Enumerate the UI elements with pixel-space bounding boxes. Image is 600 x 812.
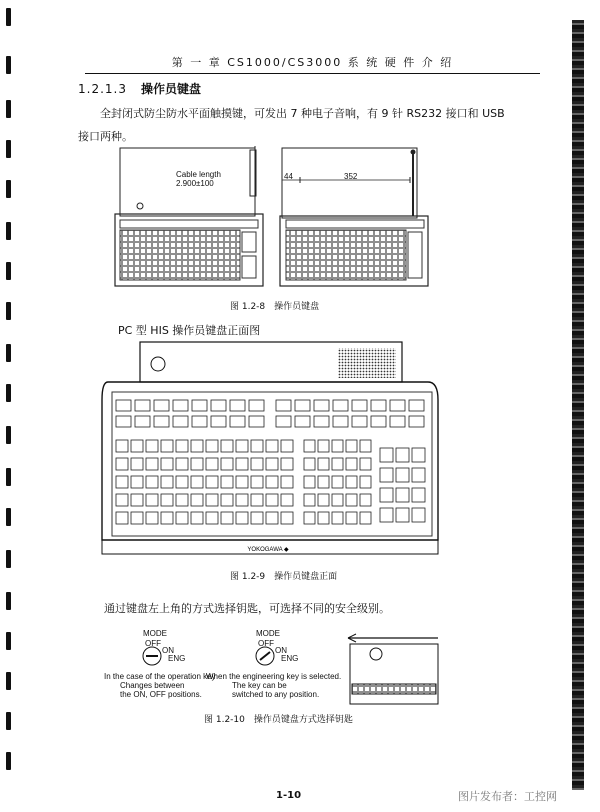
scan-edge xyxy=(554,0,600,812)
key xyxy=(333,416,348,427)
key xyxy=(360,458,371,470)
key xyxy=(192,400,207,411)
key xyxy=(116,476,128,488)
key xyxy=(281,440,293,452)
key xyxy=(266,476,278,488)
key xyxy=(146,476,158,488)
key xyxy=(146,458,158,470)
cable-length-value: 2.900±100 xyxy=(176,179,214,188)
cable-length-label: Cable length xyxy=(176,170,221,179)
key xyxy=(176,458,188,470)
key xyxy=(131,512,143,524)
key xyxy=(396,488,409,502)
key xyxy=(396,508,409,522)
key xyxy=(206,512,218,524)
key xyxy=(116,494,128,506)
key xyxy=(318,476,329,488)
key xyxy=(352,400,367,411)
key xyxy=(276,400,291,411)
key xyxy=(360,476,371,488)
key xyxy=(281,476,293,488)
key xyxy=(332,458,343,470)
key xyxy=(116,458,128,470)
key xyxy=(161,512,173,524)
key xyxy=(251,458,263,470)
engineering-key-title: When the engineering key is selected. xyxy=(206,672,342,681)
brand-label: YOKOGAWA ◆ xyxy=(247,547,289,553)
key xyxy=(390,400,405,411)
key xyxy=(146,494,158,506)
key xyxy=(131,458,143,470)
key xyxy=(266,512,278,524)
key xyxy=(318,494,329,506)
section-title: 操作员键盘 xyxy=(140,82,201,96)
chapter-header: 第 一 章 CS1000/CS3000 系 统 硬 件 介 绍 xyxy=(85,54,540,74)
key xyxy=(206,476,218,488)
off-label-left: OFF xyxy=(145,639,161,648)
key xyxy=(236,494,248,506)
key xyxy=(161,440,173,452)
key xyxy=(191,476,203,488)
key xyxy=(396,468,409,482)
section-number: 1.2.1.3 xyxy=(78,82,127,96)
figure-1-2-9-caption: 图 1.2-9 操作员键盘正面 xyxy=(230,572,338,582)
key xyxy=(251,512,263,524)
key xyxy=(371,416,386,427)
key xyxy=(380,508,393,522)
key xyxy=(211,416,226,427)
key xyxy=(314,416,329,427)
key xyxy=(346,494,357,506)
key xyxy=(192,416,207,427)
key xyxy=(332,476,343,488)
on-label-left: ON xyxy=(162,646,174,655)
key xyxy=(251,440,263,452)
key xyxy=(380,488,393,502)
key xyxy=(360,440,371,452)
page-number: 1-10 xyxy=(276,790,302,801)
key xyxy=(304,476,315,488)
key xyxy=(332,440,343,452)
key xyxy=(346,476,357,488)
key xyxy=(116,512,128,524)
key xyxy=(116,440,128,452)
key xyxy=(191,494,203,506)
key xyxy=(236,440,248,452)
key xyxy=(281,512,293,524)
key xyxy=(304,512,315,524)
key xyxy=(380,448,393,462)
engineering-key-note-2: switched to any position. xyxy=(232,690,320,699)
key xyxy=(346,440,357,452)
key xyxy=(154,416,169,427)
key xyxy=(135,400,150,411)
key xyxy=(332,494,343,506)
key xyxy=(251,494,263,506)
key xyxy=(318,458,329,470)
key xyxy=(304,494,315,506)
key xyxy=(318,440,329,452)
key xyxy=(211,400,226,411)
key xyxy=(116,400,131,411)
key xyxy=(304,458,315,470)
binder-marks xyxy=(6,0,12,812)
key xyxy=(295,416,310,427)
key xyxy=(173,400,188,411)
key xyxy=(131,476,143,488)
key xyxy=(146,440,158,452)
key xyxy=(380,468,393,482)
key xyxy=(276,416,291,427)
key xyxy=(176,476,188,488)
key xyxy=(146,512,158,524)
key xyxy=(266,440,278,452)
key xyxy=(352,416,367,427)
key xyxy=(412,448,425,462)
key xyxy=(249,400,264,411)
keyboard-photos xyxy=(110,146,435,294)
key xyxy=(221,476,233,488)
key xyxy=(230,416,245,427)
key xyxy=(346,458,357,470)
figure-1-2-8-caption: 图 1.2-8 操作员键盘 xyxy=(230,302,320,312)
key xyxy=(236,476,248,488)
mode-label-left: MODE xyxy=(143,629,167,638)
key xyxy=(412,508,425,522)
key xyxy=(251,476,263,488)
key xyxy=(346,512,357,524)
mode-label-mid: MODE xyxy=(256,629,280,638)
keyboard-right-drawing xyxy=(280,148,428,286)
key xyxy=(314,400,329,411)
key xyxy=(206,458,218,470)
key xyxy=(221,512,233,524)
key xyxy=(295,400,310,411)
key xyxy=(191,458,203,470)
key xyxy=(191,440,203,452)
on-label-mid: ON xyxy=(275,646,287,655)
key xyxy=(176,512,188,524)
key xyxy=(206,494,218,506)
key xyxy=(176,494,188,506)
keyboard-front-drawing xyxy=(98,340,446,562)
keyboard-left-drawing xyxy=(115,146,263,286)
eng-label-left: ENG xyxy=(168,654,186,663)
key xyxy=(206,440,218,452)
dimension-352: 352 xyxy=(344,172,358,181)
intro-paragraph: 全封闭式防尘防水平面触摸键，可发出 7 种电子音响，有 9 针 RS232 接口和 USB 接口两种。 xyxy=(78,107,505,143)
figure-1-2-10-caption: 图 1.2-10 操作员键盘方式选择钥匙 xyxy=(204,715,353,725)
key-paragraph: 通过键盘左上角的方式选择钥匙，可选择不同的安全级别。 xyxy=(104,602,390,615)
key xyxy=(176,440,188,452)
key xyxy=(161,494,173,506)
section-heading xyxy=(78,80,201,97)
key xyxy=(396,448,409,462)
key xyxy=(371,400,386,411)
key xyxy=(332,512,343,524)
key xyxy=(281,458,293,470)
key xyxy=(221,458,233,470)
key xyxy=(409,416,424,427)
key xyxy=(131,440,143,452)
key xyxy=(221,494,233,506)
key xyxy=(266,494,278,506)
key xyxy=(116,416,131,427)
key xyxy=(173,416,188,427)
front-view-subtitle: PC 型 HIS 操作员键盘正面图 xyxy=(118,324,261,337)
key xyxy=(236,458,248,470)
key xyxy=(281,494,293,506)
dimension-44: 44 xyxy=(284,172,293,181)
key xyxy=(390,416,405,427)
operation-key-note-2: the ON, OFF positions. xyxy=(120,690,202,699)
key xyxy=(154,400,169,411)
eng-label-mid: ENG xyxy=(281,654,299,663)
key xyxy=(333,400,348,411)
key xyxy=(412,488,425,502)
key xyxy=(230,400,245,411)
key xyxy=(135,416,150,427)
key xyxy=(161,476,173,488)
key xyxy=(236,512,248,524)
key xyxy=(161,458,173,470)
key xyxy=(412,468,425,482)
key xyxy=(221,440,233,452)
key xyxy=(131,494,143,506)
key xyxy=(360,512,371,524)
key xyxy=(360,494,371,506)
engineering-key-note-1: The key can be xyxy=(232,681,287,690)
key xyxy=(304,440,315,452)
off-label-mid: OFF xyxy=(258,639,274,648)
key xyxy=(191,512,203,524)
key xyxy=(266,458,278,470)
publisher-watermark: 图片发布者：工控网 xyxy=(458,790,557,803)
operation-key-note-1: Changes between xyxy=(120,681,185,690)
operation-key-title: In the case of the operation key xyxy=(104,672,216,681)
key xyxy=(318,512,329,524)
key xyxy=(249,416,264,427)
key xyxy=(409,400,424,411)
